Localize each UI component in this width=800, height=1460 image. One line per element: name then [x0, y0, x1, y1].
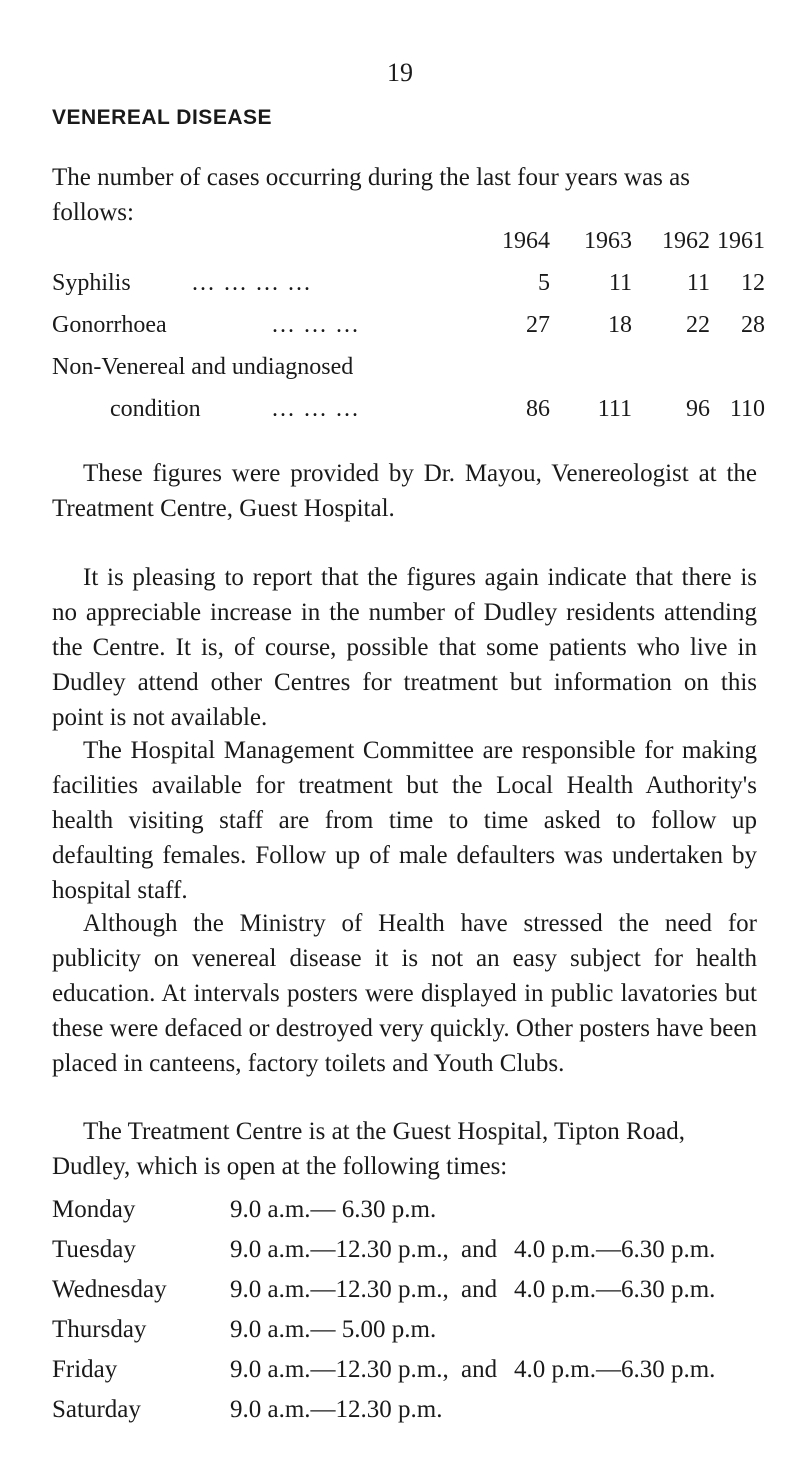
row-label: Gonorrhoea: [52, 312, 167, 338]
leader-dots: ... ... ...: [272, 396, 360, 422]
table-cell: 11: [686, 270, 710, 296]
body-paragraph: Although the Ministry of Health have stressed the need for publicity on venereal disease it is not an easy subject for health education. At intervals posters were displayed in public lavatories but these were defaced or destroyed very quickly. Other posters have been placed in canteens, factory toilets and Youth Clubs.: [52, 910, 757, 1077]
time-range: 9.0 a.m.— 6.30 p.m.: [230, 1196, 437, 1223]
time-range: 9.0 a.m.—12.30 p.m.,: [230, 1276, 449, 1303]
year-header: 1962: [662, 228, 710, 254]
body-paragraph: The Hospital Management Committee are responsible for making facilities available for treatment but the Local Health Authority's health visiting staff are from time to time asked to follow up defaulting females. Follow up of male defaulters was undertaken by hospital staff.: [52, 737, 757, 904]
table-row: [52, 312, 772, 354]
intro-paragraph: The number of cases occurring during the last four years was as follows:: [52, 164, 690, 226]
table-cell: 86: [526, 396, 550, 422]
table-cell: 111: [597, 396, 632, 422]
list-item: [52, 1396, 772, 1436]
conjunction: and: [461, 1356, 498, 1383]
table-cell: 11: [608, 270, 632, 296]
day-label: Monday: [52, 1196, 136, 1223]
table-row: [52, 354, 772, 396]
list-item: [52, 1276, 772, 1316]
time-range: 9.0 a.m.—12.30 p.m.: [230, 1396, 443, 1423]
body-paragraph: These figures were provided by Dr. Mayou, Venereologist at the Treatment Centre, Guest Hospital.: [52, 460, 757, 522]
day-label: Tuesday: [52, 1236, 136, 1263]
time-range: 9.0 a.m.— 5.00 p.m.: [230, 1316, 437, 1343]
table-cell: 22: [686, 312, 710, 338]
table-cell: 96: [686, 396, 710, 422]
opening-hours-list: [52, 1196, 772, 1436]
conjunction: and: [461, 1276, 498, 1303]
time-range: 4.0 p.m.—6.30 p.m.: [514, 1356, 716, 1383]
day-label: Thursday: [52, 1316, 147, 1343]
list-item: [52, 1316, 772, 1356]
conjunction: and: [461, 1236, 498, 1263]
table-cell: 27: [526, 312, 550, 338]
table-row: [52, 270, 772, 312]
leader-dots: ... ... ... ...: [192, 270, 312, 296]
time-range: 4.0 p.m.—6.30 p.m.: [514, 1276, 716, 1303]
leader-dots: ... ... ...: [272, 312, 360, 338]
body-paragraph: The Treatment Centre is at the Guest Hospital, Tipton Road, Dudley, which is open at the following times:: [52, 1118, 686, 1180]
cases-table: [52, 228, 772, 438]
row-label: condition: [110, 396, 201, 422]
table-header-row: [52, 228, 772, 270]
table-cell: 12: [741, 270, 765, 296]
year-header: 1964: [502, 228, 550, 254]
table-cell: 110: [729, 396, 765, 422]
table-cell: 28: [741, 312, 765, 338]
row-label: Syphilis: [52, 270, 131, 296]
table-cell: 5: [538, 270, 550, 296]
day-label: Wednesday: [52, 1276, 167, 1303]
year-header: 1961: [717, 228, 765, 254]
list-item: [52, 1236, 772, 1276]
row-label: Non-Venereal and undiagnosed: [52, 354, 354, 380]
list-item: [52, 1196, 772, 1236]
body-paragraph: It is pleasing to report that the figures again indicate that there is no appreciable increase in the number of Dudley residents attending the Centre. It is, of course, possible that some patients who live in Dudley attend other Centres for treatment but information on this point is not available.: [52, 564, 757, 731]
time-range: 9.0 a.m.—12.30 p.m.,: [230, 1236, 449, 1263]
day-label: Saturday: [52, 1396, 141, 1423]
table-row: [52, 396, 772, 438]
year-header: 1963: [584, 228, 632, 254]
page-number: 19: [387, 58, 413, 87]
table-cell: 18: [608, 312, 632, 338]
time-range: 9.0 a.m.—12.30 p.m.,: [230, 1356, 449, 1383]
section-heading: VENEREAL DISEASE: [52, 106, 272, 129]
list-item: [52, 1356, 772, 1396]
time-range: 4.0 p.m.—6.30 p.m.: [514, 1236, 716, 1263]
day-label: Friday: [52, 1356, 118, 1383]
